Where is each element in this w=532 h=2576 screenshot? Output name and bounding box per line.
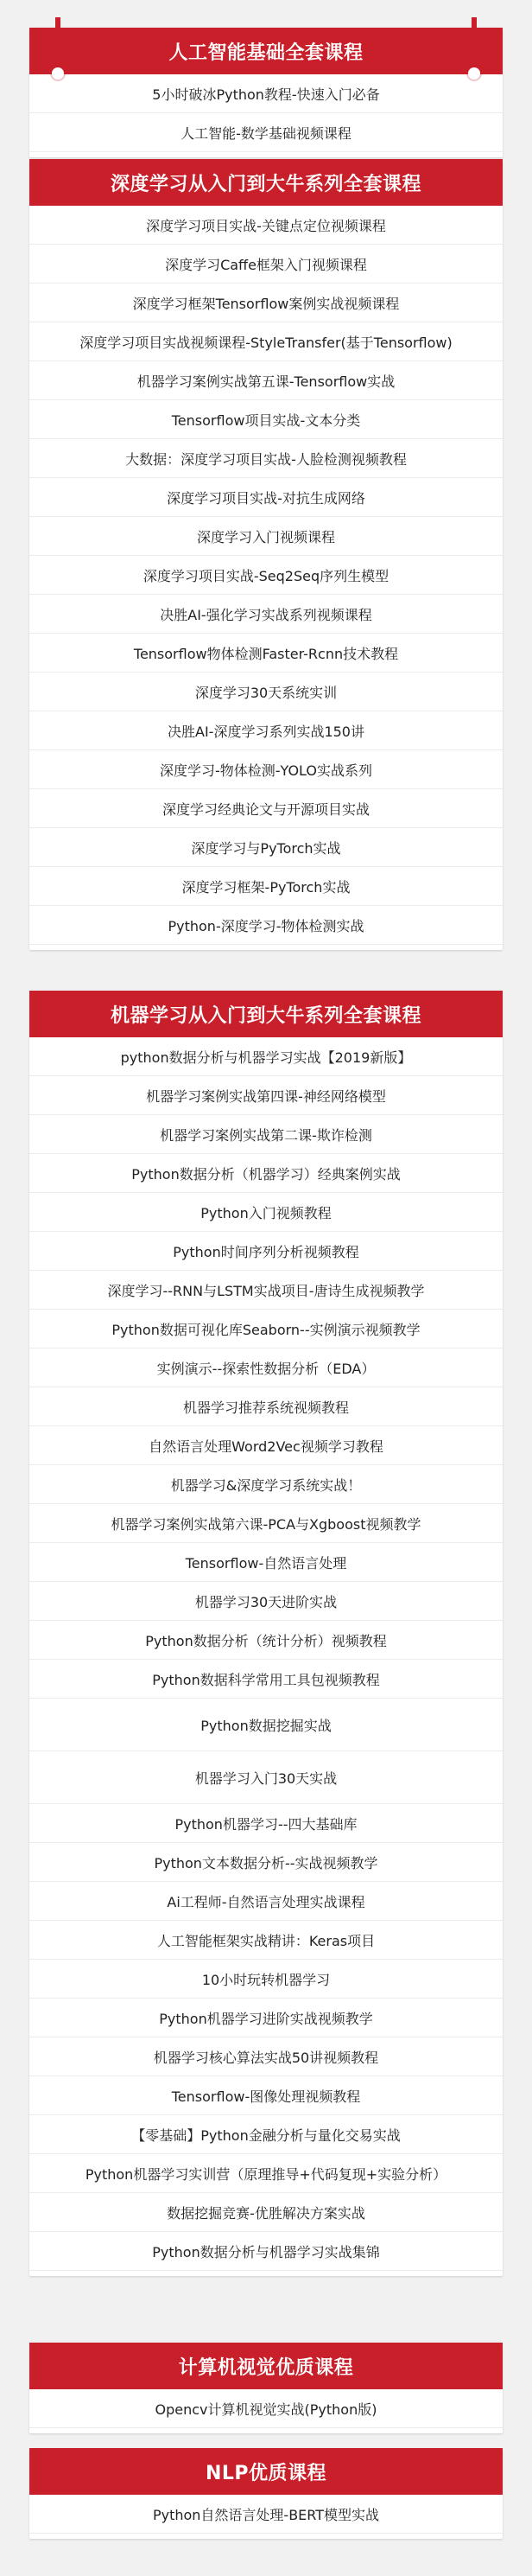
section-ai-basics <box>29 28 503 157</box>
ring-right-icon <box>468 67 480 80</box>
section-nlp <box>29 2448 503 2539</box>
course-item[interactable]: 决胜AI-强化学习实战系列视频课程 <box>29 595 503 634</box>
course-item[interactable]: 5小时破冰Python教程-快速入门必备 <box>29 74 503 113</box>
course-item[interactable]: 【零基础】Python金融分析与量化交易实战 <box>29 2115 503 2154</box>
course-item[interactable]: Python数据科学常用工具包视频教程 <box>29 1660 503 1699</box>
section-title: 计算机视觉优质课程 <box>178 2356 354 2379</box>
course-item[interactable]: 机器学习案例实战第二课-欺诈检测 <box>29 1115 503 1154</box>
course-list <box>29 74 503 157</box>
course-item[interactable]: 机器学习核心算法实战50讲视频教程 <box>29 2037 503 2076</box>
course-item[interactable]: Python机器学习--四大基础库 <box>29 1804 503 1843</box>
course-item[interactable]: 大数据：深度学习项目实战-人脸检测视频教程 <box>29 439 503 478</box>
course-item[interactable]: 深度学习框架Tensorflow案例实战视频课程 <box>29 284 503 322</box>
course-item[interactable]: Python机器学习进阶实战视频教学 <box>29 1999 503 2037</box>
course-item[interactable]: Python数据挖掘实战 <box>29 1699 503 1751</box>
course-item[interactable]: Python数据分析与机器学习实战集锦 <box>29 2232 503 2271</box>
section-computer-vision <box>29 2343 503 2433</box>
course-item[interactable]: 深度学习框架-PyTorch实战 <box>29 867 503 906</box>
course-item[interactable]: 机器学习推荐系统视频教程 <box>29 1387 503 1426</box>
course-item[interactable]: 机器学习入门30天实战 <box>29 1751 503 1804</box>
course-item[interactable]: 深度学习项目实战-关键点定位视频课程 <box>29 206 503 245</box>
course-item[interactable]: 机器学习案例实战第六课-PCA与Xgboost视频教学 <box>29 1504 503 1543</box>
course-item[interactable]: Tensorflow-自然语言处理 <box>29 1543 503 1582</box>
course-item[interactable]: Python时间序列分析视频教程 <box>29 1232 503 1271</box>
course-item[interactable]: 人工智能框架实战精讲：Keras项目 <box>29 1921 503 1960</box>
course-item[interactable]: 机器学习案例实战第五课-Tensorflow实战 <box>29 361 503 400</box>
course-item[interactable]: 机器学习案例实战第四课-神经网络模型 <box>29 1076 503 1115</box>
course-item[interactable]: Python入门视频教程 <box>29 1193 503 1232</box>
course-item[interactable]: Python数据可视化库Seaborn--实例演示视频教学 <box>29 1310 503 1349</box>
course-item[interactable]: 数据挖掘竞赛-优胜解决方案实战 <box>29 2193 503 2232</box>
course-list <box>29 1037 503 2276</box>
course-item[interactable]: Tensorflow项目实战-文本分类 <box>29 400 503 439</box>
course-list <box>29 206 503 950</box>
course-item[interactable]: Python数据分析（统计分析）视频教程 <box>29 1621 503 1660</box>
course-item[interactable]: 实例演示--探索性数据分析（EDA） <box>29 1349 503 1387</box>
ring-left-icon <box>52 67 64 80</box>
course-item[interactable]: Python机器学习实训营（原理推导+代码复现+实验分析） <box>29 2154 503 2193</box>
course-item[interactable]: 10小时玩转机器学习 <box>29 1960 503 1999</box>
course-item[interactable]: Python文本数据分析--实战视频教学 <box>29 1843 503 1882</box>
pin-left-decoration <box>55 17 60 28</box>
course-item[interactable]: python数据分析与机器学习实战【2019新版】 <box>29 1037 503 1076</box>
course-item[interactable]: 深度学习--RNN与LSTM实战项目-唐诗生成视频教学 <box>29 1271 503 1310</box>
pin-right-decoration <box>472 17 477 28</box>
course-item[interactable]: Python-深度学习-物体检测实战 <box>29 906 503 945</box>
course-item[interactable]: Ai工程师-自然语言处理实战课程 <box>29 1882 503 1921</box>
course-item[interactable]: Opencv计算机视觉实战(Python版) <box>29 2389 503 2428</box>
course-item[interactable]: 深度学习30天系统实训 <box>29 673 503 711</box>
section-header <box>29 159 503 206</box>
course-item[interactable]: Python数据分析（机器学习）经典案例实战 <box>29 1154 503 1193</box>
section-header <box>29 991 503 1037</box>
section-machine-learning <box>29 991 503 2276</box>
course-item[interactable]: Tensorflow-图像处理视频教程 <box>29 2076 503 2115</box>
course-item[interactable]: 深度学习项目实战-Seq2Seq序列生模型 <box>29 556 503 595</box>
course-item[interactable]: 自然语言处理Word2Vec视频学习教程 <box>29 1426 503 1465</box>
section-title: 深度学习从入门到大牛系列全套课程 <box>110 173 421 195</box>
course-item[interactable]: 深度学习入门视频课程 <box>29 517 503 556</box>
section-header <box>29 28 503 74</box>
section-header <box>29 2343 503 2389</box>
course-item[interactable]: 人工智能-数学基础视频课程 <box>29 113 503 152</box>
course-item[interactable]: 深度学习项目实战视频课程-StyleTransfer(基于Tensorflow) <box>29 322 503 361</box>
section-deep-learning <box>29 159 503 950</box>
course-item[interactable]: Python自然语言处理-BERT模型实战 <box>29 2495 503 2534</box>
course-item[interactable]: 深度学习与PyTorch实战 <box>29 828 503 867</box>
course-item[interactable]: 机器学习30天进阶实战 <box>29 1582 503 1621</box>
course-list <box>29 2495 503 2539</box>
section-title: 人工智能基础全套课程 <box>168 41 364 64</box>
course-item[interactable]: 深度学习经典论文与开源项目实战 <box>29 789 503 828</box>
section-header <box>29 2448 503 2495</box>
course-item[interactable]: 深度学习-物体检测-YOLO实战系列 <box>29 750 503 789</box>
course-item[interactable]: 决胜AI-深度学习系列实战150讲 <box>29 711 503 750</box>
course-item[interactable]: 机器学习&深度学习系统实战！ <box>29 1465 503 1504</box>
section-title: 机器学习从入门到大牛系列全套课程 <box>110 1004 421 1027</box>
section-title: NLP优质课程 <box>205 2462 327 2484</box>
course-item[interactable]: 深度学习项目实战-对抗生成网络 <box>29 478 503 517</box>
course-list <box>29 2389 503 2433</box>
course-item[interactable]: Tensorflow物体检测Faster-Rcnn技术教程 <box>29 634 503 673</box>
course-item[interactable]: 深度学习Caffe框架入门视频课程 <box>29 245 503 284</box>
